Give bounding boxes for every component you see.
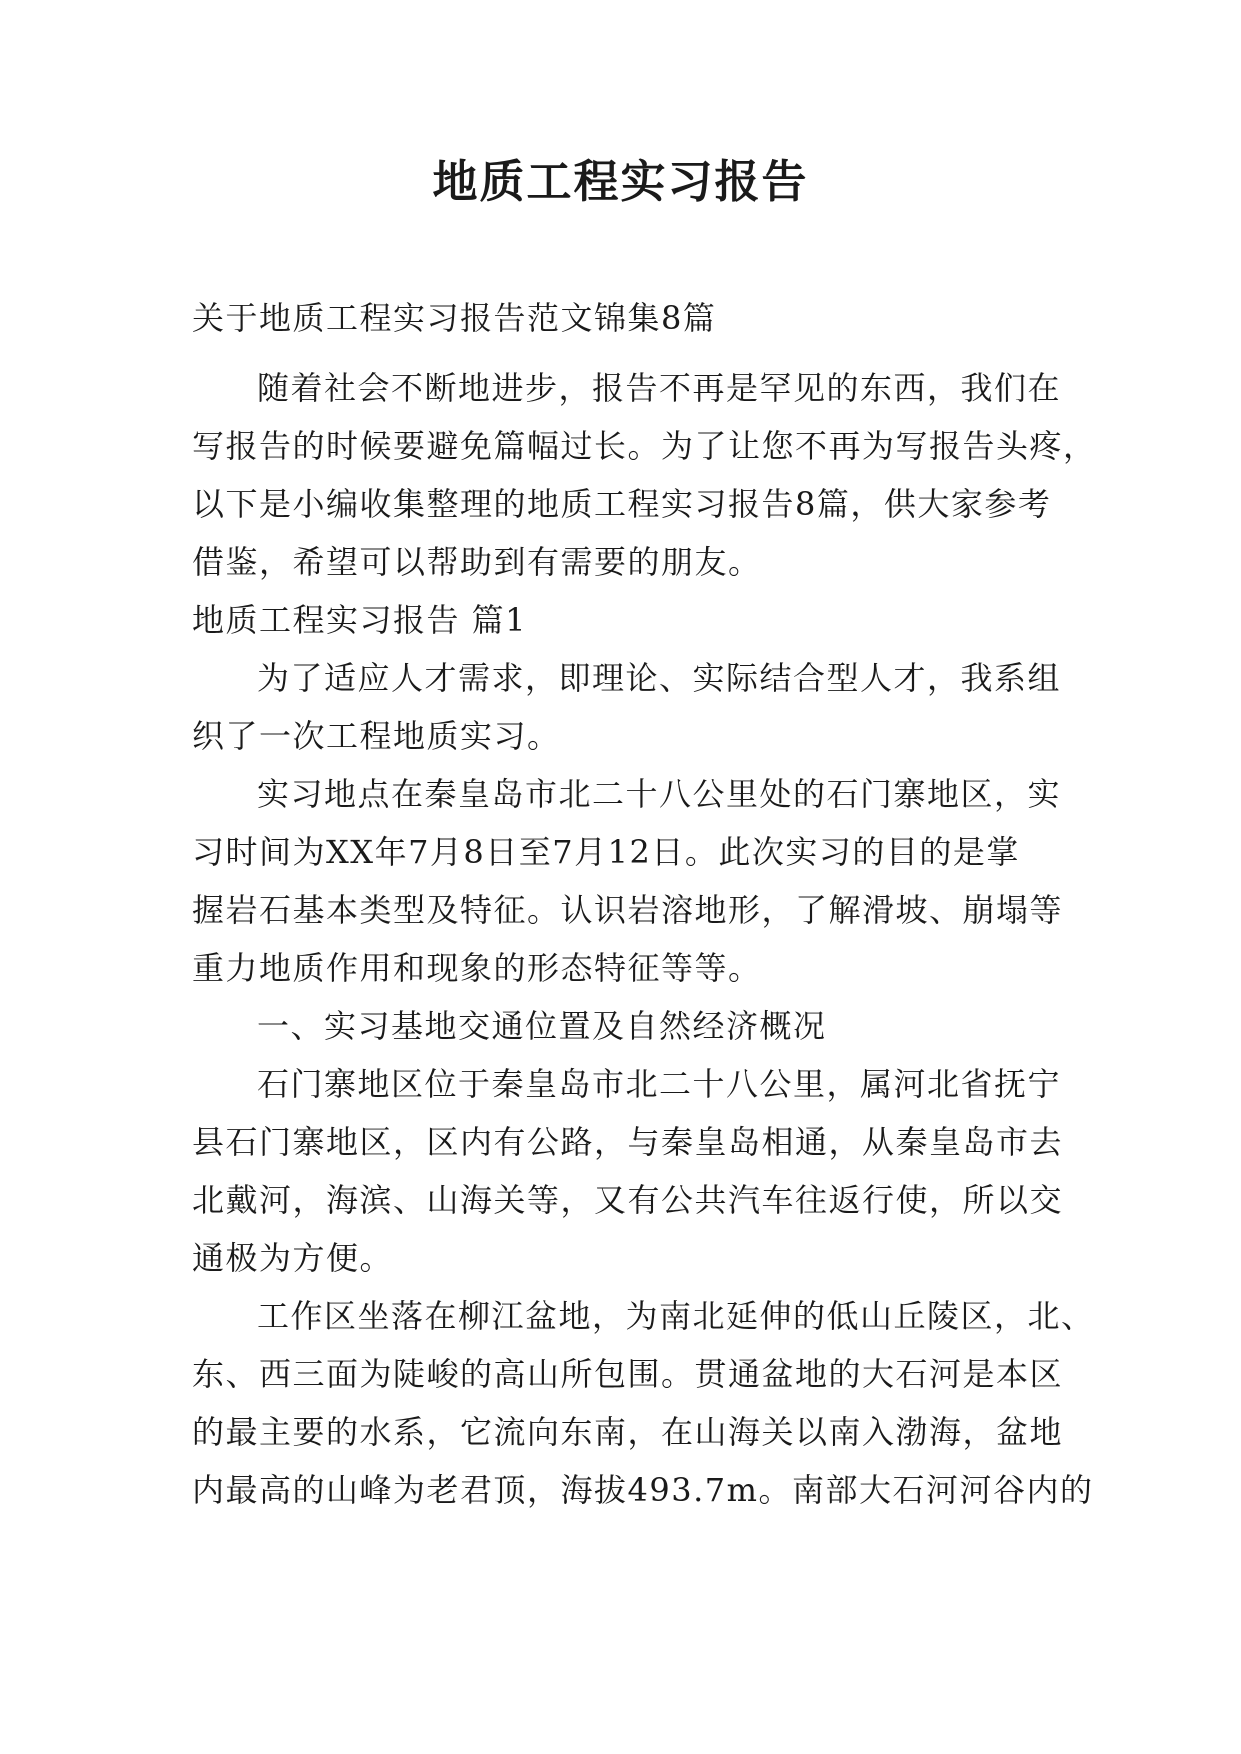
paragraph-line: 随着社会不断地进步，报告不再是罕见的东西，我们在	[257, 369, 1062, 407]
paragraph-line: 内最高的山峰为老君顶，海拔493.7m。南部大石河河谷内的	[192, 1471, 1094, 1509]
paragraph-line: 重力地质作用和现象的形态特征等等。	[192, 949, 762, 987]
paragraph-line: 为了适应人才需求，即理论、实际结合型人才，我系组	[257, 659, 1062, 697]
paragraph-line: 东、西三面为陡峻的高山所包围。贯通盆地的大石河是本区	[192, 1355, 1064, 1393]
paragraph-line: 实习地点在秦皇岛市北二十八公里处的石门寨地区，实	[257, 775, 1062, 813]
document-subtitle: 关于地质工程实习报告范文锦集8篇	[192, 299, 717, 337]
section-heading: 地质工程实习报告 篇1	[192, 601, 528, 639]
document-title: 地质工程实习报告	[432, 155, 809, 208]
paragraph-line: 的最主要的水系，它流向东南，在山海关以南入渤海，盆地	[192, 1413, 1064, 1451]
paragraph-line: 县石门寨地区，区内有公路，与秦皇岛相通，从秦皇岛市去	[192, 1123, 1064, 1161]
paragraph-line: 工作区坐落在柳江盆地，为南北延伸的低山丘陵区，北、	[257, 1297, 1095, 1335]
paragraph-line: 石门寨地区位于秦皇岛市北二十八公里，属河北省抚宁	[257, 1065, 1062, 1103]
paragraph-line: 习时间为XX年7月8日至7月12日。此次实习的目的是掌	[192, 833, 1020, 871]
paragraph-line: 借鉴，希望可以帮助到有需要的朋友。	[192, 543, 762, 581]
paragraph-line: 织了一次工程地质实习。	[192, 717, 561, 755]
subsection-heading: 一、实习基地交通位置及自然经济概况	[257, 1007, 827, 1045]
paragraph-line: 北戴河，海滨、山海关等，又有公共汽车往返行使，所以交	[192, 1181, 1064, 1219]
paragraph-line: 写报告的时候要避免篇幅过长。为了让您不再为写报告头疼，	[192, 427, 1097, 465]
paragraph-line: 以下是小编收集整理的地质工程实习报告8篇，供大家参考	[192, 485, 1052, 523]
paragraph-line: 握岩石基本类型及特征。认识岩溶地形，了解滑坡、崩塌等	[192, 891, 1064, 929]
paragraph-line: 通极为方便。	[192, 1239, 394, 1277]
